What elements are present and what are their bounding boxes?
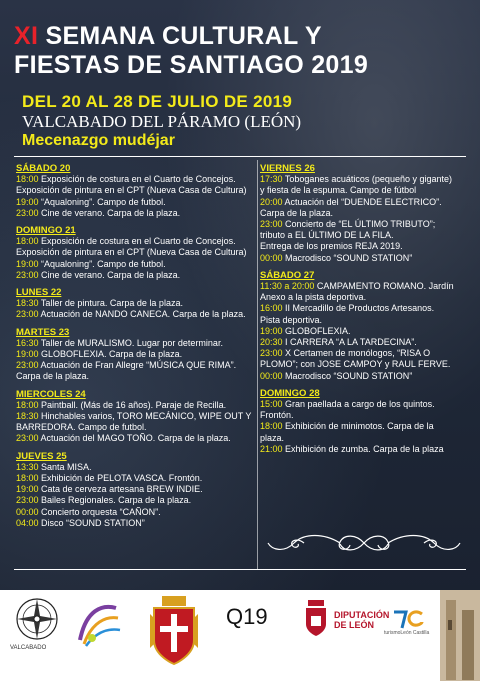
- event-text: Concierto orquesta “CAÑON”.: [38, 506, 161, 517]
- event-time: 04:00: [16, 517, 39, 528]
- patron-subtitle: Mecenazgo mudéjar: [22, 132, 175, 149]
- event-text: Carpa de la plaza.: [16, 371, 90, 382]
- event-time: 23:00: [16, 433, 39, 444]
- schedule-entry: [260, 371, 470, 382]
- event-time: 13:30: [16, 461, 39, 472]
- castle-photo: [440, 590, 480, 681]
- schedule-entry: [16, 360, 256, 371]
- event-text: Toboganes acuáticos (pequeño y gigante): [282, 174, 452, 185]
- event-text: Santa MISA.: [38, 461, 92, 472]
- title-line-2: FIESTAS DE SANTIAGO 2019: [14, 51, 369, 79]
- event-time: 23:00: [16, 269, 39, 280]
- coat-of-arms-icon: [148, 594, 200, 674]
- schedule-entry: [16, 495, 256, 506]
- valcabado-compass-logo: [14, 596, 60, 642]
- event-text: Actuación del “DUENDE ELECTRICO”.: [282, 196, 442, 207]
- event-text: Taller de MURALISMO. Lugar por determinar.: [38, 337, 223, 348]
- schedule-entry: [16, 411, 256, 422]
- event-text: Exposición de costura en el Cuarto de Concejos.: [38, 236, 236, 247]
- event-text: GLOBOFLEXIA. Carpa de la plaza.: [38, 349, 183, 360]
- schedule-entry: [16, 422, 256, 433]
- event-dates: DEL 20 AL 28 DE JULIO DE 2019: [22, 92, 293, 111]
- column-divider: [257, 160, 258, 570]
- event-text: I CARRERA “A LA TARDECINA”.: [282, 337, 417, 348]
- event-time: 18:30: [16, 298, 39, 309]
- title-roman-numeral: XI: [14, 22, 39, 50]
- event-text: y fiesta de la espuma. Campo de fútbol: [260, 185, 417, 196]
- schedule-entry: [260, 292, 470, 303]
- event-text: “Aqualoning”. Campo de futbol.: [38, 196, 166, 207]
- day-heading: JUEVES 25: [16, 450, 67, 462]
- schedule-entry: [16, 259, 256, 270]
- event-time: 17:30: [260, 174, 283, 185]
- event-text: tributo a EL ÚLTIMO DE LA FILA.: [260, 230, 394, 241]
- event-text: Hinchables varios, TORO MECÁNICO, WIPE OUT Y: [38, 411, 252, 422]
- schedule-entry: [260, 303, 470, 314]
- event-time: 23:00: [260, 348, 283, 359]
- event-time: 16:00: [260, 303, 283, 314]
- valcabado-label: VALCABADO: [10, 645, 47, 651]
- bottom-divider: [14, 569, 466, 570]
- event-text: Actuación del MAGO TOÑO. Carpa de la plaza.: [38, 433, 231, 444]
- event-text: Actuación de NANDO CANECA. Carpa de la plaza.: [38, 309, 246, 320]
- event-text: II Mercadillo de Productos Artesanos.: [282, 303, 435, 314]
- event-time: 20:00: [260, 196, 283, 207]
- schedule-entry: [16, 298, 256, 309]
- event-time: 18:00: [16, 174, 39, 185]
- event-time: 23:00: [16, 309, 39, 320]
- schedule-entry: [260, 326, 470, 337]
- schedule-entry: [16, 400, 256, 411]
- event-time: 00:00: [260, 252, 283, 263]
- event-time: 19:00: [16, 258, 39, 269]
- event-text: Bailes Regionales. Carpa de la plaza.: [38, 495, 192, 506]
- title-text: SEMANA CULTURAL Y: [45, 22, 322, 50]
- event-text: Cine de verano. Carpa de la plaza.: [38, 207, 181, 218]
- event-text: Exposición de pintura en el CPT (Nueva Casa de Cultura): [16, 247, 247, 258]
- event-time: 18:00: [260, 421, 283, 432]
- event-time: 20:30: [260, 337, 283, 348]
- diputacion-text: [334, 610, 389, 630]
- schedule-entry: [260, 410, 470, 421]
- day-heading: DOMINGO 28: [260, 387, 320, 399]
- schedule-entry: [260, 208, 470, 219]
- event-text: Taller de pintura. Carpa de la plaza.: [38, 298, 183, 309]
- schedule-entry: [16, 462, 256, 473]
- event-text: Anexo a la pista deportiva.: [260, 292, 367, 303]
- schedule-entry: [260, 219, 470, 230]
- schedule-entry: [260, 348, 470, 359]
- event-text: Exposición de pintura en el CPT (Nueva Casa de Cultura): [16, 185, 247, 196]
- event-text: GLOBOFLEXIA.: [282, 325, 351, 336]
- schedule-entry: [16, 338, 256, 349]
- schedule-entry: [16, 433, 256, 444]
- event-text: BARREDORA. Campo de futbol.: [16, 422, 147, 433]
- event-time: 18:30: [16, 411, 39, 422]
- schedule-entry: [260, 315, 470, 326]
- event-text: Exhibición de PELOTA VASCA. Frontón.: [38, 473, 203, 484]
- event-text: Carpa de la plaza.: [260, 207, 334, 218]
- event-time: 00:00: [16, 506, 39, 517]
- event-time: 23:00: [16, 207, 39, 218]
- event-time: 11:30 a 20:00: [260, 281, 315, 292]
- festival-logo: [72, 600, 124, 654]
- event-time: 21:00: [260, 443, 283, 454]
- event-text: Exposición de costura en el Cuarto de Concejos.: [38, 174, 236, 185]
- event-time: 23:00: [16, 360, 39, 371]
- event-text: Entrega de los premios REJA 2019.: [260, 241, 403, 252]
- event-text: Gran paellada a cargo de los quintos.: [282, 399, 435, 410]
- day-heading: LUNES 22: [16, 287, 62, 299]
- event-text: Frontón.: [260, 410, 294, 421]
- schedule-entry: [16, 208, 256, 219]
- top-divider: [14, 156, 466, 157]
- event-text: Macrodisco “SOUND STATION”: [282, 370, 413, 381]
- day-heading: DOMINGO 21: [16, 225, 76, 237]
- ornament-icon: [264, 528, 464, 558]
- diputacion-line-2: DE LEÓN: [334, 620, 375, 630]
- schedule-entry: [260, 281, 470, 292]
- schedule-entry: [16, 309, 256, 320]
- event-time: 18:00: [16, 473, 39, 484]
- event-text: plaza.: [260, 432, 285, 443]
- schedule-entry: [16, 371, 256, 382]
- schedule-entry: [260, 241, 470, 252]
- schedule-entry: [260, 399, 470, 410]
- day-heading: SÁBADO 27: [260, 269, 315, 281]
- q19-label: Q19: [226, 604, 268, 629]
- event-time: 18:00: [16, 236, 39, 247]
- sponsor-footer: [0, 590, 480, 681]
- event-text: Cata de cerveza artesana BREW INDIE.: [38, 484, 203, 495]
- day-heading: MIERCOLES 24: [16, 388, 86, 400]
- schedule-entry: [16, 236, 256, 247]
- event-text: PLOMO”; con JOSE CAMPOY y RAUL FERVE.: [260, 359, 451, 370]
- schedule-right-column: [260, 163, 470, 455]
- event-time: 19:00: [16, 484, 39, 495]
- event-text: CAMPAMENTO ROMANO. Jardín: [314, 281, 454, 292]
- event-text: Cine de verano. Carpa de la plaza.: [38, 269, 181, 280]
- event-time: 15:00: [260, 399, 283, 410]
- schedule-entry: [260, 253, 470, 264]
- schedule-entry: [260, 444, 470, 455]
- event-time: 00:00: [260, 370, 283, 381]
- event-text: Macrodisco “SOUND STATION”: [282, 252, 413, 263]
- schedule-entry: [260, 337, 470, 348]
- event-text: Exhibición de zumba. Carpa de la plaza: [282, 443, 444, 454]
- schedule-entry: [16, 247, 256, 258]
- diputacion-shield-icon: [304, 598, 328, 638]
- day-heading: VIERNES 26: [260, 163, 315, 174]
- schedule-entry: [260, 185, 470, 196]
- turismo-label: turismoLeón Castilla: [384, 630, 430, 636]
- event-text: “Aqualoning”. Campo de futbol.: [38, 258, 166, 269]
- schedule-entry: [16, 349, 256, 360]
- event-text: Paintball. (Más de 16 años). Paraje de Recilla.: [38, 399, 227, 410]
- day-heading: MARTES 23: [16, 326, 70, 338]
- schedule-entry: [16, 197, 256, 208]
- event-time: 23:00: [16, 495, 39, 506]
- schedule-entry: [260, 359, 470, 370]
- event-text: Exhibición de minimotos. Carpa de la: [282, 421, 434, 432]
- event-text: Disco “SOUND STATION”: [38, 517, 145, 528]
- schedule-entry: [16, 507, 256, 518]
- schedule-entry: [260, 230, 470, 241]
- schedule-entry: [16, 484, 256, 495]
- title-line-1: [14, 22, 470, 51]
- diputacion-line-1: DIPUTACIÓN: [334, 610, 390, 620]
- schedule-entry: [260, 433, 470, 444]
- event-text: Pista deportiva.: [260, 314, 323, 325]
- schedule-entry: [16, 174, 256, 185]
- schedule-entry: [16, 473, 256, 484]
- event-time: 16:30: [16, 337, 39, 348]
- turismo-logo: [392, 608, 426, 630]
- event-time: 18:00: [16, 399, 39, 410]
- event-text: X Certamen de monólogos, “RISA O: [282, 348, 431, 359]
- event-time: 19:00: [16, 349, 39, 360]
- event-time: 19:00: [260, 325, 283, 336]
- event-text: Actuación de Fran Allegre “MÚSICA QUE RIMA”.: [38, 360, 237, 371]
- schedule-entry: [260, 174, 470, 185]
- event-time: 19:00: [16, 196, 39, 207]
- schedule-left-column: [16, 163, 256, 529]
- event-text: Concierto de “EL ÚLTIMO TRIBUTO”;: [282, 219, 436, 230]
- title-block: [14, 22, 470, 80]
- schedule-entry: [260, 197, 470, 208]
- schedule-entry: [260, 421, 470, 432]
- schedule-entry: [16, 185, 256, 196]
- event-time: 23:00: [260, 219, 283, 230]
- event-place: VALCABADO DEL PÁRAMO (LEÓN): [22, 112, 302, 131]
- schedule-entry: [16, 270, 256, 281]
- schedule-entry: [16, 518, 256, 529]
- day-heading: SÁBADO 20: [16, 163, 71, 174]
